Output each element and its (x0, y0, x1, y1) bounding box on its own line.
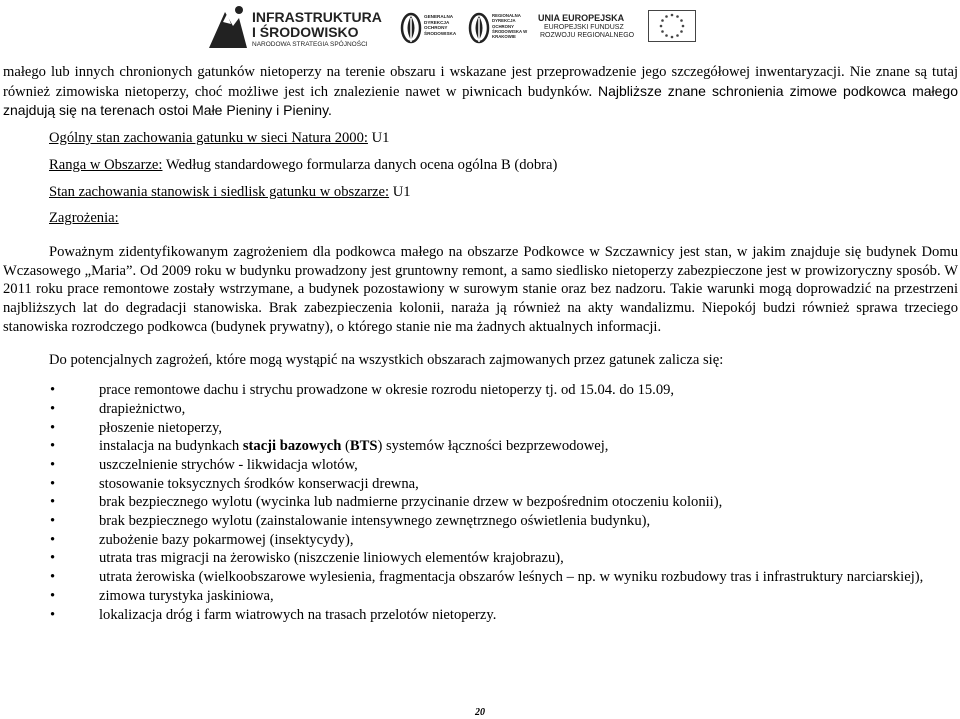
rdos-leaf-icon (468, 12, 490, 44)
list-item-text: utrata żerowiska (wielkoobszarowe wylesienia, fragmentacja obszarów leśnych – np. w wyniku rozbudowy tras i infrastruktury narciarskiej), (99, 569, 924, 586)
general-status-label: Ogólny stan zachowania gatunku w sieci Natura 2000: (49, 130, 368, 147)
threats-text-1: Poważnym zidentyfikowanym zagrożeniem dla podkowca małego na obszarze Podkowce w Szczawnicy jest stan, w jakim znajduje się budynek Domu Wczasowego „Maria”. (3, 243, 958, 279)
bullet: • (50, 569, 56, 586)
document-body (3, 63, 958, 624)
bullet: • (50, 456, 56, 473)
rank-value: Według standardowego formularza danych ocena ogólna B (dobra) (162, 156, 558, 173)
list-item-text: utrata tras migracji na żerowisko (niszczenie liniowych elementów krajobrazu), (99, 550, 564, 567)
list-item-bold: BTS (349, 438, 378, 455)
general-status-value: U1 (367, 130, 390, 147)
list-item (3, 437, 958, 456)
logo-line3: NARODOWA STRATEGIA SPÓJNOŚCI (252, 41, 368, 48)
list-item-bold: stacji bazowych (242, 438, 342, 455)
list-item (3, 400, 958, 419)
list-item (3, 587, 958, 606)
list-item-text: drapieżnictwo, (99, 400, 186, 417)
list-item (3, 606, 958, 625)
list-item-text: brak bezpiecznego wylotu (zainstalowanie intensywnego zewnętrznego oświetlenia budynku), (99, 513, 651, 530)
list-item (3, 512, 958, 531)
bullet: • (50, 587, 56, 604)
bullet: • (50, 382, 56, 399)
list-item (3, 531, 958, 550)
list-item (3, 493, 958, 512)
header-logos (200, 0, 700, 55)
list-item (3, 568, 958, 587)
habitat-status-value: U1 (389, 183, 411, 200)
bullet: • (50, 513, 56, 530)
threats-text-2: Od 2009 roku w budynku prowadzony jest gruntowny remont, a samo siedlisko nietoperzy zabezpieczone jest w prowizoryczny sposób. W 2011 roku prace remontowe zostały wstrzymane, a budynek pozostawiony w surowym stanie oraz bez nadzoru. Takie warunki mogą doprowadzić na przestrzeni najbliższych lat do degradacji stanowiska. Brak zabezpieczenia kolonii, naraża ją również na akty wandalizmu. Niepokój budzi również sprawa trzeciego stanowiska rozrodczego podkowca (budynek prywatny), o którego stanie nie ma żadnych aktualnych informacji. (3, 262, 958, 335)
list-item-text: lokalizacja dróg i farm wiatrowych na trasach przelotów nietoperzy. (99, 606, 497, 623)
list-item (3, 381, 958, 400)
intro-paragraph (3, 63, 958, 121)
threats-paragraph (3, 243, 958, 337)
infrastruktura-emblem-icon (205, 2, 249, 52)
bullet: • (50, 475, 56, 492)
list-item (3, 419, 958, 438)
bullet: • (50, 550, 56, 567)
list-item-text: zimowa turystyka jaskiniowa, (99, 587, 274, 604)
list-item-text: zubożenie bazy pokarmowej (insektycydy), (99, 531, 354, 548)
logo-line2: I ŚRODOWISKO (252, 24, 359, 40)
rank-line (3, 156, 958, 175)
threats-list (3, 381, 958, 624)
gdos-leaf-icon (400, 12, 422, 44)
list-item-text: płoszenie nietoperzy, (99, 419, 223, 436)
intro-text: małego lub innych chronionych gatunków nietoperzy na terenie obszaru i wskazane jest przeprowadzenie jego szczegółowej inwentaryzacji. Nie znane są tutaj również zimowiska nietoperzy, choć możliwe jest ich znalezienie nawet w piwnicach budynków. (3, 64, 958, 100)
rdos-text: REGIONALNA DYREKCJA OCHRONY ŚRODOWISKA W KRAKOWIE (492, 13, 528, 40)
bullet: • (50, 531, 56, 548)
infrastruktura-logo (200, 0, 380, 55)
bullet: • (50, 419, 56, 436)
logo-line1: INFRASTRUKTURA (252, 9, 382, 25)
bullet: • (50, 494, 56, 511)
rdos-logo (468, 0, 538, 55)
eu-flag-icon (648, 10, 696, 42)
page-number: 20 (475, 707, 485, 718)
gdos-text: GENERALNA DYREKCJA OCHRONY ŚRODOWISKA (424, 14, 457, 36)
eu-line1: UNIA EUROPEJSKA (538, 13, 625, 23)
intro-text-sans: Najbliższe znane schronienia zimowe podkowca małego znajdują się na terenach ostoi Małe Pieniny i Pieniny. (3, 82, 959, 119)
eu-line2: EUROPEJSKI FUNDUSZ (544, 24, 624, 31)
list-item-text: stosowanie toksycznych środków konserwacji drewna, (99, 475, 419, 492)
bullet: • (50, 438, 56, 455)
habitat-status-line (3, 183, 958, 202)
eu-line3: ROZWOJU REGIONALNEGO (540, 32, 635, 39)
list-item-text: instalacja na budynkach (99, 438, 243, 455)
threats-heading (3, 209, 958, 228)
rank-label: Ranga w Obszarze: (49, 156, 163, 173)
threats-label: Zagrożenia: (49, 210, 119, 227)
bullet: • (50, 606, 56, 623)
gdos-logo (400, 0, 460, 55)
habitat-status-label: Stan zachowania stanowisk i siedlisk gatunku w obszarze: (49, 183, 390, 200)
potential-threats-intro: Do potencjalnych zagrożeń, które mogą wystąpić na wszystkich obszarach zajmowanych przez gatunek zalicza się: (49, 352, 724, 369)
list-item-text: prace remontowe dachu i strychu prowadzone w okresie rozrodu nietoperzy tj. od 15.04. do 15.09, (99, 382, 675, 399)
list-item-text: ) systemów łączności bezprzewodowej, (377, 438, 609, 455)
list-item-text: brak bezpiecznego wylotu (wycinka lub nadmierne przycinanie drzew w bezpośrednim otoczeniu kolonii), (99, 494, 723, 511)
general-status-line (3, 129, 958, 148)
eu-logo (538, 0, 700, 55)
list-item (3, 475, 958, 494)
list-item (3, 549, 958, 568)
bullet: • (50, 400, 56, 417)
list-item-text: ( (341, 438, 350, 455)
list-item (3, 456, 958, 475)
list-item-text: uszczelnienie strychów - likwidacja wlotów, (99, 456, 358, 473)
